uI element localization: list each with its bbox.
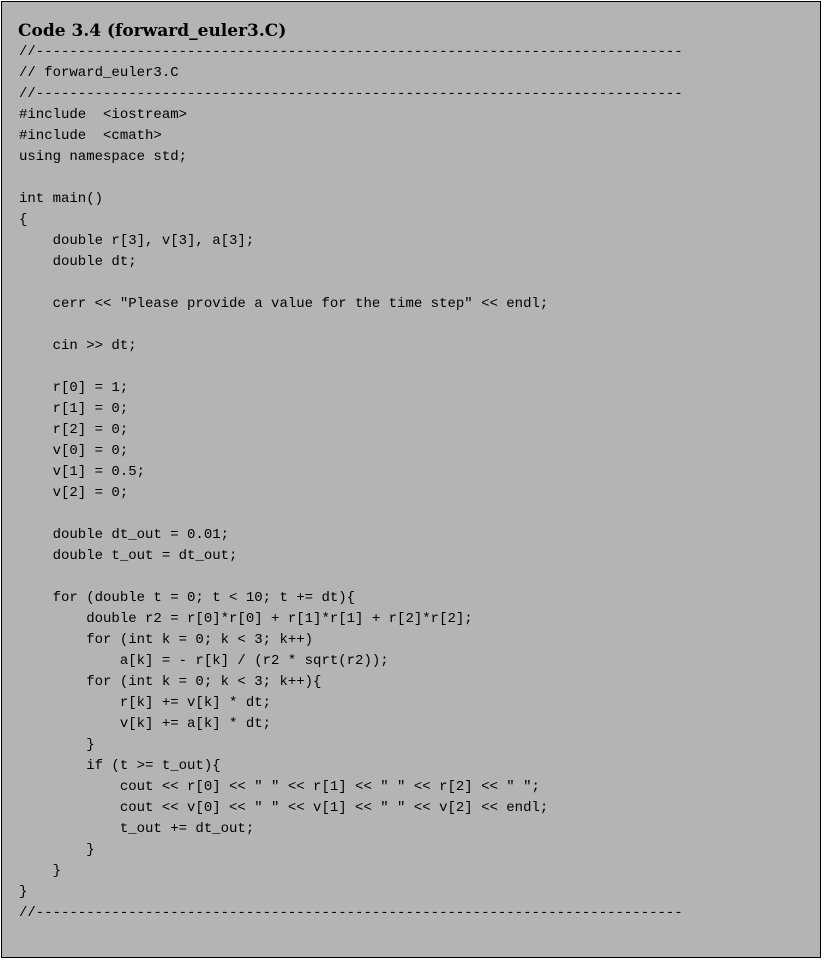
code-line: //----------------------------------------------------------------------------- xyxy=(19,905,683,921)
code-line: r[2] = 0; xyxy=(19,422,129,438)
code-line xyxy=(19,357,683,378)
code-line: double dt_out = 0.01; xyxy=(19,527,230,543)
code-line xyxy=(19,273,683,294)
code-line: double r[3], v[3], a[3]; xyxy=(19,233,255,249)
code-line: t_out += dt_out; xyxy=(19,821,255,837)
code-line: // forward_euler3.C xyxy=(19,65,179,81)
code-line: double t_out = dt_out; xyxy=(19,548,238,564)
code-line: a[k] = - r[k] / (r2 * sqrt(r2)); xyxy=(19,653,389,669)
code-listing xyxy=(19,42,683,924)
code-line: v[0] = 0; xyxy=(19,443,129,459)
code-line: double dt; xyxy=(19,254,137,270)
code-line: } xyxy=(19,884,28,900)
code-listing-box xyxy=(1,1,821,958)
code-line: } xyxy=(19,842,95,858)
code-line: cout << r[0] << " " << r[1] << " " << r[2] << " "; xyxy=(19,779,540,795)
code-line: for (int k = 0; k < 3; k++){ xyxy=(19,674,322,690)
code-line: } xyxy=(19,863,62,879)
code-line: r[0] = 1; xyxy=(19,380,129,396)
code-line: double r2 = r[0]*r[0] + r[1]*r[1] + r[2]*r[2]; xyxy=(19,611,473,627)
code-line: #include <cmath> xyxy=(19,128,162,144)
code-line: v[1] = 0.5; xyxy=(19,464,146,480)
code-line: { xyxy=(19,212,28,228)
code-line: } xyxy=(19,737,95,753)
code-line: for (double t = 0; t < 10; t += dt){ xyxy=(19,590,356,606)
code-line: v[2] = 0; xyxy=(19,485,129,501)
code-line: cout << v[0] << " " << v[1] << " " << v[2] << endl; xyxy=(19,800,549,816)
code-line: //----------------------------------------------------------------------------- xyxy=(19,86,683,102)
code-line: #include <iostream> xyxy=(19,107,188,123)
code-line xyxy=(19,315,683,336)
code-line xyxy=(19,504,683,525)
code-title: Code 3.4 (forward_euler3.C) xyxy=(18,21,287,41)
code-line: cerr << "Please provide a value for the time step" << endl; xyxy=(19,296,549,312)
code-line: int main() xyxy=(19,191,104,207)
code-line: v[k] += a[k] * dt; xyxy=(19,716,272,732)
code-line xyxy=(19,567,683,588)
code-line: if (t >= t_out){ xyxy=(19,758,221,774)
code-line: r[k] += v[k] * dt; xyxy=(19,695,272,711)
code-line: //----------------------------------------------------------------------------- xyxy=(19,44,683,60)
code-line xyxy=(19,168,683,189)
code-line: cin >> dt; xyxy=(19,338,137,354)
code-line: using namespace std; xyxy=(19,149,188,165)
code-line: r[1] = 0; xyxy=(19,401,129,417)
code-line: for (int k = 0; k < 3; k++) xyxy=(19,632,314,648)
